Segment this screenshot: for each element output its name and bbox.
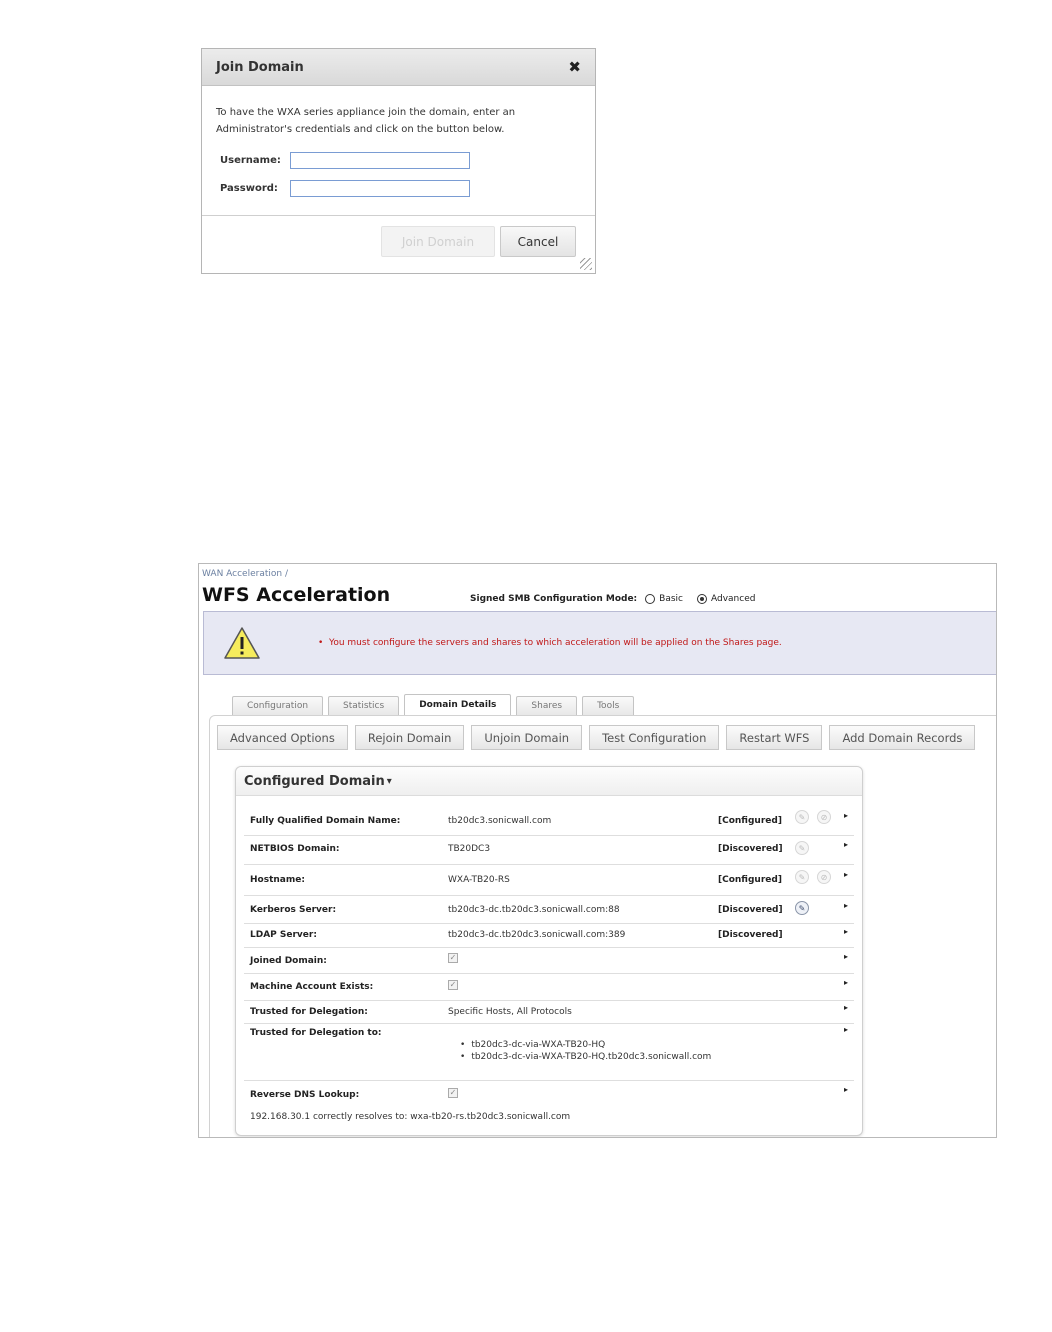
row-ldap bbox=[244, 923, 854, 948]
status-badge: [Configured] bbox=[718, 875, 782, 885]
expand-icon[interactable]: ▸ bbox=[844, 1025, 849, 1034]
row-value: WXA-TB20-RS bbox=[448, 875, 510, 885]
row-trusted-delegation-to bbox=[244, 1023, 854, 1081]
status-badge: [Configured] bbox=[718, 816, 782, 826]
reset-icon[interactable]: ⊘ bbox=[817, 810, 831, 824]
dns-resolve-message: 192.168.30.1 correctly resolves to: wxa-tb20-rs.tb20dc3.sonicwall.com bbox=[250, 1112, 571, 1122]
expand-icon[interactable]: ▸ bbox=[844, 1003, 849, 1012]
row-value: tb20dc3-dc.tb20dc3.sonicwall.com:88 bbox=[448, 905, 620, 915]
row-value: tb20dc3-dc.tb20dc3.sonicwall.com:389 bbox=[448, 930, 626, 940]
row-label: Trusted for Delegation to: bbox=[250, 1028, 382, 1038]
radio-basic[interactable] bbox=[645, 594, 655, 604]
username-label: Username: bbox=[220, 155, 281, 166]
collapse-icon[interactable]: ▾ bbox=[386, 775, 392, 787]
page-title: WFS Acceleration bbox=[202, 584, 391, 606]
edit-icon[interactable]: ✎ bbox=[795, 841, 809, 855]
row-kerberos bbox=[244, 895, 854, 924]
edit-icon[interactable]: ✎ bbox=[795, 810, 809, 824]
tab-bar bbox=[232, 696, 639, 715]
row-label: Machine Account Exists: bbox=[250, 982, 374, 992]
smb-mode-selector bbox=[470, 594, 769, 604]
expand-icon[interactable]: ▸ bbox=[844, 811, 849, 820]
resize-grip-icon[interactable] bbox=[580, 258, 592, 270]
status-badge: [Discovered] bbox=[718, 930, 783, 940]
advanced-options-button[interactable]: Advanced Options bbox=[217, 725, 348, 750]
edit-icon[interactable]: ✎ bbox=[795, 901, 809, 915]
panel-title: Configured Domain bbox=[244, 773, 385, 789]
row-label: NETBIOS Domain: bbox=[250, 844, 340, 854]
tab-domain-details[interactable]: Domain Details bbox=[404, 694, 511, 715]
password-label: Password: bbox=[220, 183, 278, 194]
row-netbios bbox=[244, 835, 854, 865]
panel-header bbox=[236, 767, 862, 796]
row-label: Fully Qualified Domain Name: bbox=[250, 816, 401, 826]
edit-icon[interactable]: ✎ bbox=[795, 870, 809, 884]
reset-icon[interactable]: ⊘ bbox=[817, 870, 831, 884]
password-input[interactable] bbox=[290, 180, 470, 197]
row-label: Reverse DNS Lookup: bbox=[250, 1090, 360, 1100]
row-label: Joined Domain: bbox=[250, 956, 327, 966]
cancel-button[interactable]: Cancel bbox=[500, 226, 576, 257]
join-domain-dialog bbox=[201, 48, 596, 274]
tab-configuration[interactable]: Configuration bbox=[232, 696, 323, 715]
expand-icon[interactable]: ▸ bbox=[844, 952, 849, 961]
joined-domain-checkbox: ✓ bbox=[449, 953, 457, 962]
status-badge: [Discovered] bbox=[718, 905, 783, 915]
status-badge: [Discovered] bbox=[718, 844, 783, 854]
delegation-list bbox=[470, 1039, 711, 1063]
expand-icon[interactable]: ▸ bbox=[844, 1085, 849, 1094]
expand-icon[interactable]: ▸ bbox=[844, 840, 849, 849]
row-label: Kerberos Server: bbox=[250, 905, 337, 915]
reverse-dns-checkbox: ✓ bbox=[449, 1088, 457, 1097]
expand-icon[interactable]: ▸ bbox=[844, 901, 849, 910]
warning-message: • You must configure the servers and shares to which acceleration will be applied on the Shares page. bbox=[318, 638, 782, 648]
action-toolbar bbox=[217, 725, 982, 750]
dialog-titlebar[interactable] bbox=[202, 49, 595, 86]
row-value: TB20DC3 bbox=[448, 844, 491, 854]
row-value: tb20dc3.sonicwall.com bbox=[448, 816, 552, 826]
unjoin-domain-button[interactable]: Unjoin Domain bbox=[471, 725, 582, 750]
warning-icon bbox=[223, 626, 261, 660]
list-item: • tb20dc3-dc-via-WXA-TB20-HQ bbox=[470, 1039, 711, 1051]
row-machine-account bbox=[244, 973, 854, 1001]
dialog-divider bbox=[202, 215, 595, 216]
row-label: Trusted for Delegation: bbox=[250, 1007, 368, 1017]
row-trusted-delegation bbox=[244, 1000, 854, 1024]
machine-account-checkbox: ✓ bbox=[449, 980, 457, 989]
row-hostname bbox=[244, 864, 854, 896]
warning-banner bbox=[203, 611, 997, 675]
radio-basic-label[interactable]: Basic bbox=[659, 594, 683, 604]
tab-tools[interactable]: Tools bbox=[582, 696, 634, 715]
join-domain-button[interactable]: Join Domain bbox=[381, 226, 495, 257]
tab-shares[interactable]: Shares bbox=[516, 696, 577, 715]
close-icon[interactable]: ✖ bbox=[568, 58, 581, 76]
list-item: • tb20dc3-dc-via-WXA-TB20-HQ.tb20dc3.sonicwall.com bbox=[470, 1051, 711, 1063]
breadcrumb[interactable]: WAN Acceleration / bbox=[202, 569, 288, 579]
tab-statistics[interactable]: Statistics bbox=[328, 696, 399, 715]
dialog-title: Join Domain bbox=[216, 59, 304, 75]
configured-domain-panel bbox=[235, 766, 863, 1136]
username-input[interactable] bbox=[290, 152, 470, 169]
row-value: Specific Hosts, All Protocols bbox=[448, 1007, 572, 1017]
add-domain-records-button[interactable]: Add Domain Records bbox=[829, 725, 975, 750]
warning-text: You must configure the servers and shares to which acceleration will be applied on the Shares page. bbox=[329, 638, 782, 648]
smb-mode-label: Signed SMB Configuration Mode: bbox=[470, 594, 638, 604]
rejoin-domain-button[interactable]: Rejoin Domain bbox=[355, 725, 465, 750]
expand-icon[interactable]: ▸ bbox=[844, 870, 849, 879]
row-label: Hostname: bbox=[250, 875, 305, 885]
radio-advanced-label[interactable]: Advanced bbox=[710, 594, 756, 604]
expand-icon[interactable]: ▸ bbox=[844, 978, 849, 987]
wfs-acceleration-page bbox=[198, 563, 997, 1138]
row-label: LDAP Server: bbox=[250, 930, 317, 940]
dialog-message: To have the WXA series appliance join the domain, enter an Administrator's credentials and click on the button below. bbox=[216, 107, 516, 135]
expand-icon[interactable]: ▸ bbox=[844, 927, 849, 936]
row-fqdn bbox=[244, 807, 854, 836]
restart-wfs-button[interactable]: Restart WFS bbox=[726, 725, 822, 750]
row-reverse-dns bbox=[244, 1080, 854, 1107]
radio-advanced[interactable] bbox=[697, 594, 707, 604]
test-configuration-button[interactable]: Test Configuration bbox=[589, 725, 719, 750]
row-joined-domain bbox=[244, 947, 854, 974]
